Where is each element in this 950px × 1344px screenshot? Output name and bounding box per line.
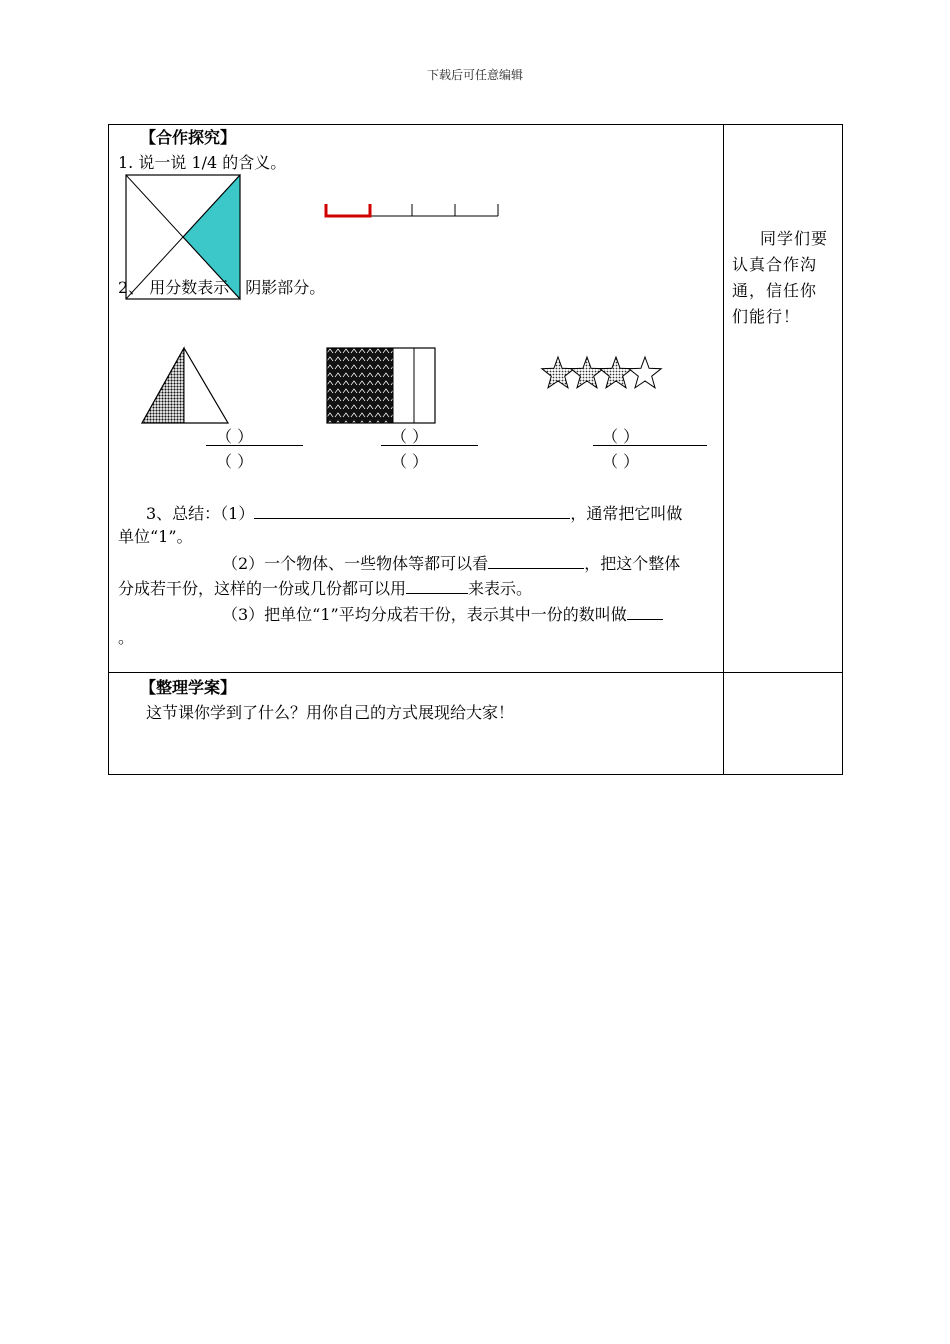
page-header-note: 下载后可任意编辑 — [426, 68, 523, 82]
summary-blank-1[interactable] — [254, 502, 570, 519]
summary-line-1-cont: 单位“1”。 — [118, 527, 193, 546]
summary-blank-3[interactable] — [406, 577, 468, 594]
fraction-bar — [381, 445, 478, 446]
question-1: 1. 说一说 1/4 的含义。 — [118, 153, 287, 172]
fraction-denominator-blank[interactable]: （ ） — [391, 452, 429, 471]
triangle-figure — [140, 346, 232, 426]
summary-line-1 — [146, 502, 682, 524]
question-2 — [118, 278, 325, 298]
strip-highlighted-segment — [326, 204, 370, 216]
summary-blank-2[interactable] — [488, 552, 584, 569]
table-column-divider — [723, 124, 724, 775]
summary-3-prefix: （3）把单位“1”平均分成若干份，表示其中一份的数叫做 — [222, 605, 627, 624]
summary-2-suffix: ，把这个整体 — [584, 554, 681, 573]
fraction-numerator-blank[interactable]: （ ） — [391, 427, 429, 446]
segment-strip-figure — [322, 202, 502, 220]
star-shaded — [542, 357, 574, 388]
fraction-denominator-blank[interactable]: （ ） — [216, 452, 254, 471]
question-2-part-b: 阴影部分。 — [245, 278, 326, 297]
summary-line-3-cont: 。 — [118, 628, 135, 647]
rectangle-shaded-area — [327, 348, 393, 423]
table-border-right — [842, 124, 843, 775]
fraction-bar — [593, 445, 707, 446]
star-unshaded — [629, 357, 661, 388]
summary-1-prefix: 3、总结：（1） — [146, 504, 255, 523]
question-2-part-a: 2、 用分数表示 — [118, 278, 230, 297]
rectangle-columns-figure — [326, 347, 438, 425]
summary-2c: 分成若干份，这样的一份或几份都可以用 — [118, 579, 407, 598]
table-border-left — [108, 124, 109, 775]
summary-blank-4[interactable] — [627, 603, 663, 620]
stars-figure — [540, 352, 664, 394]
table-border-bottom — [108, 774, 843, 775]
summary-line-3 — [222, 603, 663, 625]
fraction-denominator-blank[interactable]: （ ） — [602, 452, 640, 471]
cooperative-inquiry-heading: 【合作探究】 — [140, 128, 237, 147]
fraction-bar — [206, 445, 303, 446]
fraction-numerator-blank[interactable]: （ ） — [216, 427, 254, 446]
summary-line-2 — [222, 552, 680, 574]
summary-2d: 来表示。 — [468, 579, 533, 598]
star-shaded — [571, 357, 603, 388]
summary-plan-heading: 【整理学案】 — [140, 678, 237, 697]
side-encouragement-note: 同学们要认真合作沟通，信任你们能行！ — [732, 229, 829, 326]
summary-1-suffix: ，通常把它叫做 — [570, 504, 683, 523]
fraction-numerator-blank[interactable]: （ ） — [602, 427, 640, 446]
table-border-top — [108, 124, 843, 125]
summary-line-2-cont — [118, 577, 532, 599]
table-row-divider — [108, 672, 843, 673]
summary-plan-body: 这节课你学到了什么？用你自己的方式展现给大家！ — [146, 703, 515, 722]
star-shaded — [600, 357, 632, 388]
summary-2-prefix: （2）一个物体、一些物体等都可以看 — [222, 554, 489, 573]
